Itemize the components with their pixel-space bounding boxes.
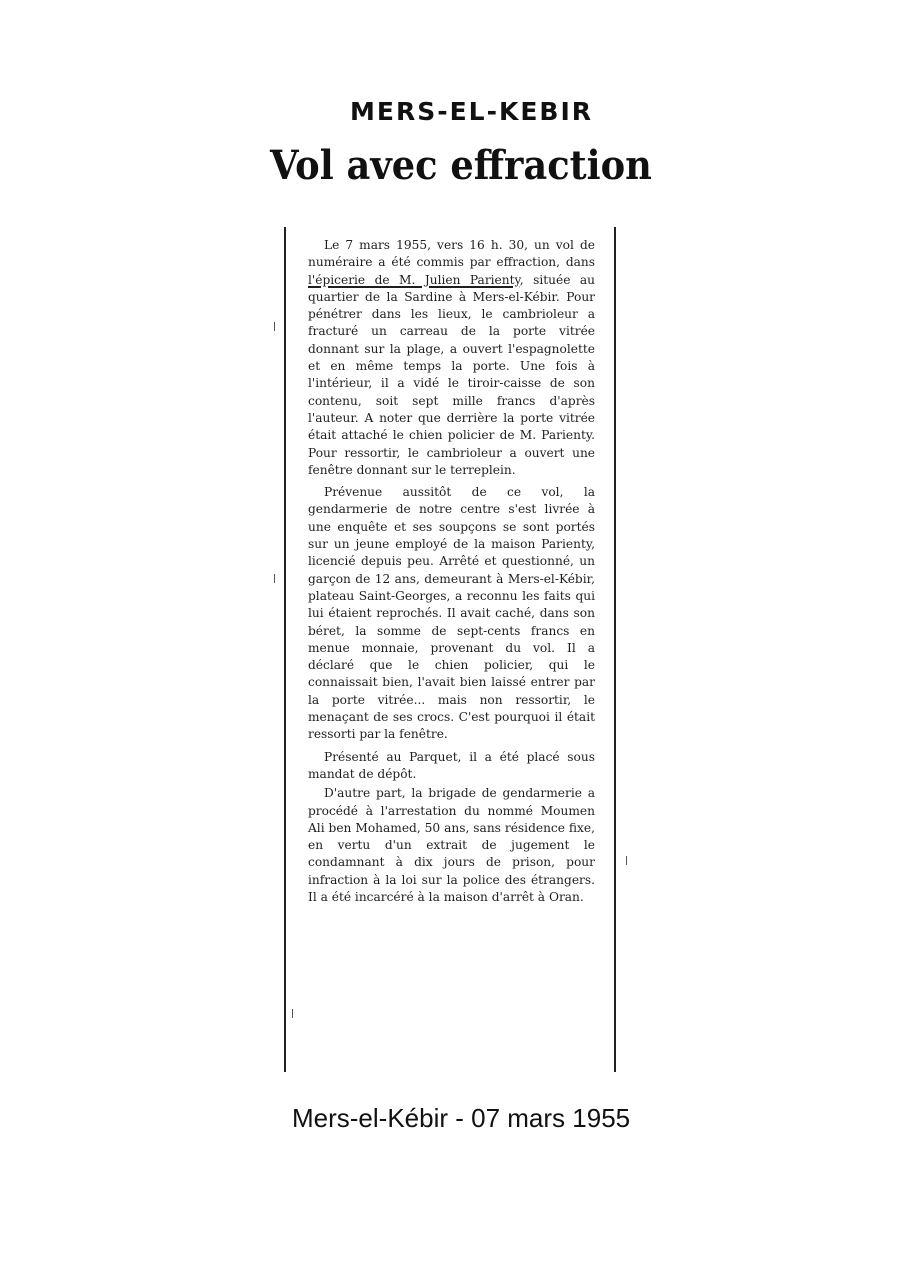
- paragraph-1-rest: , située au quartier de la Sardine à Mers-el-Kébir. Pour pénétrer dans les lieux, le cambrioleur a fracturé un carreau de la porte vitrée donnant sur la plage, a ouvert l'espagnolette et en même temps la porte. Une fois à l'intérieur, il a vidé le tiroir-caisse de son contenu, soit sept mille francs d'après l'auteur. A noter que derrière la porte vitrée était attaché le chien policier de M. Parienty. Pour ressortir, le cambrioleur a ouvert une fenêtre donnant sur le terreplein.: [308, 272, 595, 477]
- article-paragraph-1: [308, 237, 595, 479]
- article-paragraph-2: Prévenue aussitôt de ce vol, la gendarmerie de notre centre s'est livrée à une enquête et ses soupçons se sont portés sur un jeune employé de la maison Parienty, licencié depuis peu. Arrêté et questionné, un garçon de 12 ans, demeurant à Mers-el-Kébir, plateau Saint-Georges, a reconnu les faits qui lui étaient reprochés. Il avait caché, dans son béret, la somme de sept-cents francs en menue monnaie, provenant du vol. Il a déclaré que le chien policier, qui le connaissait bien, l'avait bien laissé entrer par la porte vitrée... mais non ressortir, le menaçant de ses crocs. C'est pourquoi il était ressorti par la fenêtre.: [308, 485, 595, 742]
- section-heading: MERS-EL-KEBIR: [350, 97, 594, 126]
- scan-speck: [626, 856, 627, 865]
- scan-speck: [292, 1009, 293, 1018]
- column-rule-left: [284, 227, 286, 1072]
- scan-speck: [274, 574, 275, 583]
- article-paragraph-4: D'autre part, la brigade de gendarmerie a procédé à l'arrestation du nommé Moumen Ali ben Mohamed, 50 ans, sans résidence fixe, en vertu d'un extrait de jugement le condamnant à dix jours de prison, pour infraction à la loi sur la police des étrangers. Il a été incarcéré à la maison d'arrêt à Oran.: [308, 786, 595, 904]
- article-headline: Vol avec effraction: [270, 142, 652, 189]
- article-paragraph-3: Présenté au Parquet, il a été placé sous mandat de dépôt.: [308, 749, 595, 781]
- scan-speck: [274, 322, 275, 331]
- underlined-shop-name: l'épicerie de M. Julien Parienty: [308, 272, 520, 287]
- image-caption: Mers-el-Kébir - 07 mars 1955: [292, 1103, 631, 1133]
- paragraph-1-start: Le 7 mars 1955, vers 16 h. 30, un vol de numéraire a été commis par effraction, dans: [308, 238, 595, 270]
- column-rule-right: [614, 227, 616, 1072]
- article-body: [308, 237, 595, 911]
